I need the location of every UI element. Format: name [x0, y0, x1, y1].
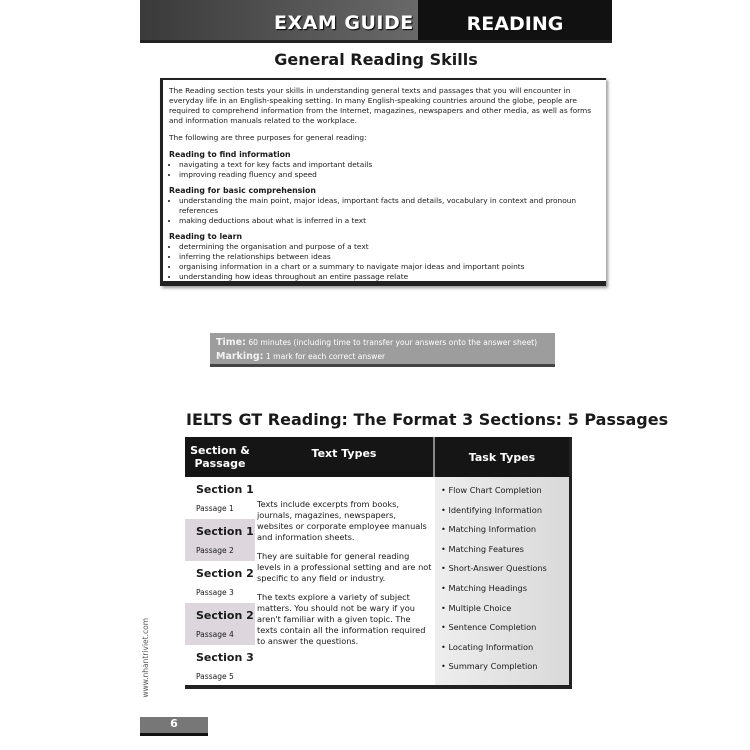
task-type-item: • Multiple Choice	[441, 602, 512, 613]
task-type-item: • Matching Headings	[441, 582, 528, 593]
task-type-item: • Matching Information	[441, 524, 537, 535]
task-type-label: Matching Features	[448, 543, 524, 554]
time-value: 60 minutes (including time to transfer your answers onto the answer sheet)	[248, 338, 538, 347]
purposes-intro: The following are three purposes for general reading:	[169, 133, 367, 142]
purpose-item: • making deductions about what is inferred in a text	[179, 216, 600, 226]
timing-box	[210, 333, 555, 367]
section-label: Section 2	[196, 609, 254, 622]
skills-box	[160, 78, 606, 286]
task-type-label: Matching Information	[448, 524, 537, 535]
text-type-paragraph: The texts explore a variety of subject matters. You should not be wary if you aren't familiar with a given topic. The texts contain all the information required to answer the questions.	[257, 592, 426, 646]
marking-label: Marking:	[216, 351, 264, 362]
intro-text: The Reading section tests your skills in understanding general texts and passages that you will encounter in everyday life in an English-speaking setting. In many English-speaking countries around the globe, people are required to comprehend information from the Internet, magazines, newspapers and other media, as well as forms and information manuals related to the workplace.	[169, 86, 592, 125]
task-type-item: • Sentence Completion	[441, 622, 537, 633]
passage-label: Passage 4	[196, 630, 234, 639]
header-task-types: Task Types	[435, 437, 569, 477]
header-section-passage: Section & Passage	[185, 437, 257, 477]
exam-guide-label: EXAM GUIDE	[274, 12, 414, 34]
task-type-label: Multiple Choice	[448, 602, 512, 613]
task-type-label: Identifying Information	[448, 504, 543, 515]
passage-label: Passage 2	[196, 546, 234, 555]
table-row	[185, 519, 255, 561]
time-label: Time:	[216, 337, 246, 348]
task-type-label: Matching Headings	[448, 582, 528, 593]
passage-label: Passage 3	[196, 588, 234, 597]
purpose-heading: Reading for basic comprehension	[169, 186, 316, 195]
header-text-types: Text Types	[255, 437, 435, 477]
task-type-label: Flow Chart Completion	[448, 485, 542, 495]
task-type-label: Sentence Completion	[448, 622, 537, 633]
purpose-item: • improving reading fluency and speed	[179, 170, 600, 180]
purpose-list	[169, 242, 600, 282]
section-label: Section 1	[196, 525, 254, 538]
task-types-cell	[435, 477, 569, 685]
task-type-item: • Matching Features	[441, 543, 524, 554]
passage-label: Passage 5	[196, 672, 234, 681]
table-row	[185, 561, 255, 603]
section-label: Section 1	[196, 483, 254, 496]
purpose-item: • inferring the relationships between ideas	[179, 252, 600, 262]
task-type-item: • Flow Chart Completion	[441, 485, 542, 495]
purpose-item: • navigating a text for key facts and important details	[179, 160, 600, 170]
purpose-heading: Reading to find information	[169, 150, 291, 159]
table-row	[185, 603, 255, 645]
section-label: Section 3	[196, 651, 254, 664]
purpose-item: • understanding the main point, major ideas, important facts and details, vocabulary in context and pronoun references	[179, 196, 600, 216]
task-type-label: Short-Answer Questions	[448, 563, 547, 574]
table-row	[185, 477, 255, 519]
purpose-item: • organising information in a chart or a summary to navigate major ideas and important points	[179, 262, 600, 272]
section-label: Section 2	[196, 567, 254, 580]
page-title: General Reading Skills	[274, 50, 478, 69]
website-url: www.nhantriviet.com	[141, 618, 150, 698]
passage-label: Passage 1	[196, 504, 234, 513]
purpose-list	[169, 196, 600, 226]
purpose-item: • understanding how ideas throughout an entire passage relate	[179, 272, 600, 282]
task-type-item: • Summary Completion	[441, 661, 538, 672]
format-title: IELTS GT Reading: The Format 3 Sections: 5 Passages	[186, 410, 669, 429]
task-type-item: • Locating Information	[441, 641, 534, 652]
task-type-item: • Identifying Information	[441, 504, 543, 515]
task-type-label: Locating Information	[448, 641, 534, 652]
text-type-paragraph: Texts include excerpts from books, journals, magazines, newspapers, websites or corporate employee manuals and information sheets.	[257, 499, 427, 542]
table-row	[185, 645, 255, 687]
purpose-item: • determining the organisation and purpose of a text	[179, 242, 600, 252]
purpose-list	[169, 160, 600, 180]
reading-section-label: READING SECTION	[418, 0, 612, 40]
page-number: 6	[140, 717, 208, 736]
text-type-paragraph: They are suitable for general reading levels in a professional setting and are not specific to any field or industry.	[257, 551, 432, 583]
task-type-item: • Short-Answer Questions	[441, 563, 547, 574]
marking-value: 1 mark for each correct answer	[265, 352, 386, 361]
text-types-cell	[257, 499, 433, 655]
purpose-heading: Reading to learn	[169, 232, 243, 241]
task-type-label: Summary Completion	[448, 661, 538, 672]
format-table	[185, 437, 572, 689]
